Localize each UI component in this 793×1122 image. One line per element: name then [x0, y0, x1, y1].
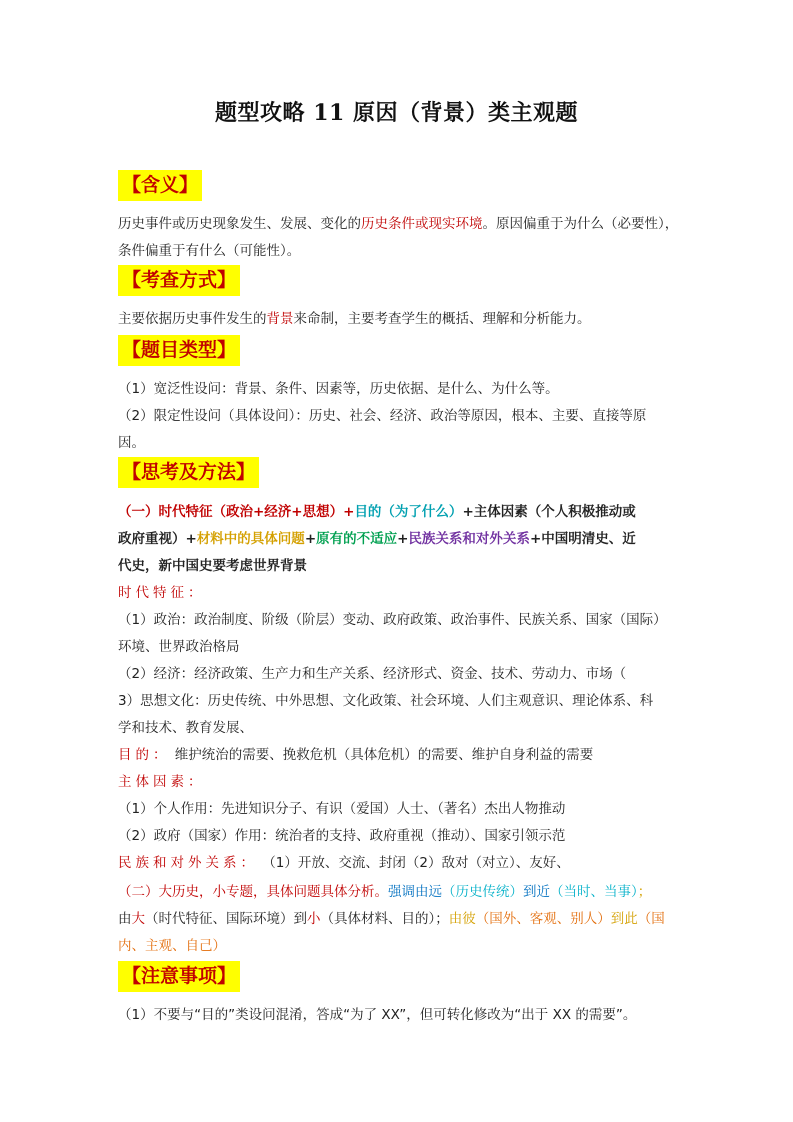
- formula-part-china: +中国明清史、近: [529, 531, 636, 547]
- part-two-title: （二）大历史，小专题，具体问题具体分析。: [118, 884, 388, 900]
- highlight-text: 历史条件或现实环境: [361, 216, 483, 232]
- text-span: （具体材料、目的）；: [320, 911, 449, 927]
- formula-part-ethnic: 民族关系和对外关系: [408, 531, 530, 547]
- text-span: （国外、客观、别人）: [475, 911, 611, 927]
- section-header-notes: 【注意事项】: [118, 961, 240, 992]
- formula-plus: +: [185, 531, 197, 547]
- era-line-1b: 环境、世界政治格局: [118, 639, 240, 655]
- formula-part-subject: +主体因素（个人积极推动或: [462, 504, 636, 520]
- types-line-1: （1）宽泛性设问：背景、条件、因素等，历史依据、是什么、为什么等。: [118, 381, 559, 397]
- formula-plus: +: [343, 504, 355, 520]
- text-span: 由: [118, 911, 132, 927]
- era-line-3: 3）思想文化：历史传统、中外思想、文化政策、社会环境、人们主观意识、理论体系、科: [118, 693, 654, 709]
- formula-plus: +: [304, 531, 317, 547]
- ethnic-line: [118, 851, 570, 871]
- formula-part-material: 材料中的具体问题: [196, 531, 305, 547]
- text-span: （时代特征、国际环境）到: [145, 911, 307, 927]
- formula-line-2: [118, 527, 636, 547]
- text-span: 大: [131, 911, 145, 927]
- formula-part-era: （一）时代特征（政治+经济+思想）: [118, 504, 344, 520]
- era-line-1: （1）政治：政治制度、阶级（阶层）变动、政府政策、政治事件、民族关系、国家（国际）: [118, 612, 667, 628]
- purpose-line: [118, 743, 593, 763]
- ethnic-text: （1）开放、交流、封闭（2）敌对（对立）、友好、: [258, 855, 570, 871]
- text-span: 到此: [610, 911, 638, 927]
- text-span: （历史传统）: [442, 884, 523, 900]
- method-line-1: [118, 307, 591, 327]
- era-line-2: （2）经济：经济政策、生产力和生产关系、经济形式、资金、技术、劳动力、市场（: [118, 666, 627, 682]
- section-header-types: 【题目类型】: [118, 335, 240, 366]
- meaning-line-2: 条件偏重于有什么（可能性）。: [118, 243, 301, 259]
- text-span: 主要依据历史事件发生的: [118, 311, 267, 327]
- text-span: 强调由远: [388, 884, 442, 900]
- text-span: 来命制，主要考查学生的概括、理解和分析能力。: [293, 311, 591, 327]
- section-header-method: 【考查方式】: [118, 265, 240, 296]
- highlight-text: 背景: [266, 311, 294, 327]
- meaning-line-1: [118, 212, 678, 232]
- part-two-line-1: [118, 880, 651, 900]
- section-header-thinking: 【思考及方法】: [118, 457, 259, 488]
- subject-line-1: （1）个人作用：先进知识分子、有识（爱国）人士、（著名）杰出人物推动: [118, 801, 566, 817]
- formula-line-3: 代史，新中国史要考虑世界背景: [118, 558, 307, 574]
- text-span: 。原因偏重于为什么（必要性），: [482, 216, 679, 232]
- purpose-text: 维护统治的需要、挽救危机（具体危机）的需要、维护自身利益的需要: [170, 747, 594, 763]
- page-title: 题型攻略 11 原因（背景）类主观题: [215, 100, 578, 126]
- text-span: 到近: [523, 884, 550, 900]
- part-two-line-2: [118, 907, 665, 927]
- formula-part-subject-end: 政府重视）: [118, 531, 186, 547]
- ethnic-label: 民族和对外关系：: [118, 855, 258, 871]
- subject-line-2: （2）政府（国家）作用：统治者的支持、政府重视（推动）、国家引领示范: [118, 828, 566, 844]
- era-line-3b: 学和技术、教育发展、: [118, 720, 253, 736]
- types-line-2: （2）限定性设问（具体设问）：历史、社会、经济、政治等原因，根本、主要、直接等原: [118, 408, 647, 424]
- part-two-line-3: 内、主观、自己）: [118, 938, 226, 954]
- formula-plus: +: [397, 531, 409, 547]
- purpose-label: 目的：: [118, 747, 171, 763]
- text-span: 由彼: [448, 911, 476, 927]
- text-span: （国: [637, 911, 665, 927]
- text-span: 历史事件或历史现象发生、发展、变化的: [118, 216, 361, 232]
- text-span: （当时、当事）: [550, 884, 638, 900]
- formula-line-1: [118, 500, 636, 520]
- section-header-meaning: 【含义】: [118, 170, 202, 201]
- subject-label: 主体因素：: [118, 774, 206, 790]
- text-span: 小: [307, 911, 321, 927]
- types-line-3: 因。: [118, 435, 145, 451]
- formula-part-mismatch: 原有的不适应: [316, 531, 398, 547]
- formula-part-purpose: 目的（为了什么）: [354, 504, 463, 520]
- era-label: 时代特征：: [118, 585, 206, 601]
- text-span: ；: [637, 884, 652, 900]
- notes-line-1: （1）不要与“目的”类设问混淆，答成“为了 XX”，但可转化修改为“出于 XX 的需要”。: [118, 1007, 637, 1023]
